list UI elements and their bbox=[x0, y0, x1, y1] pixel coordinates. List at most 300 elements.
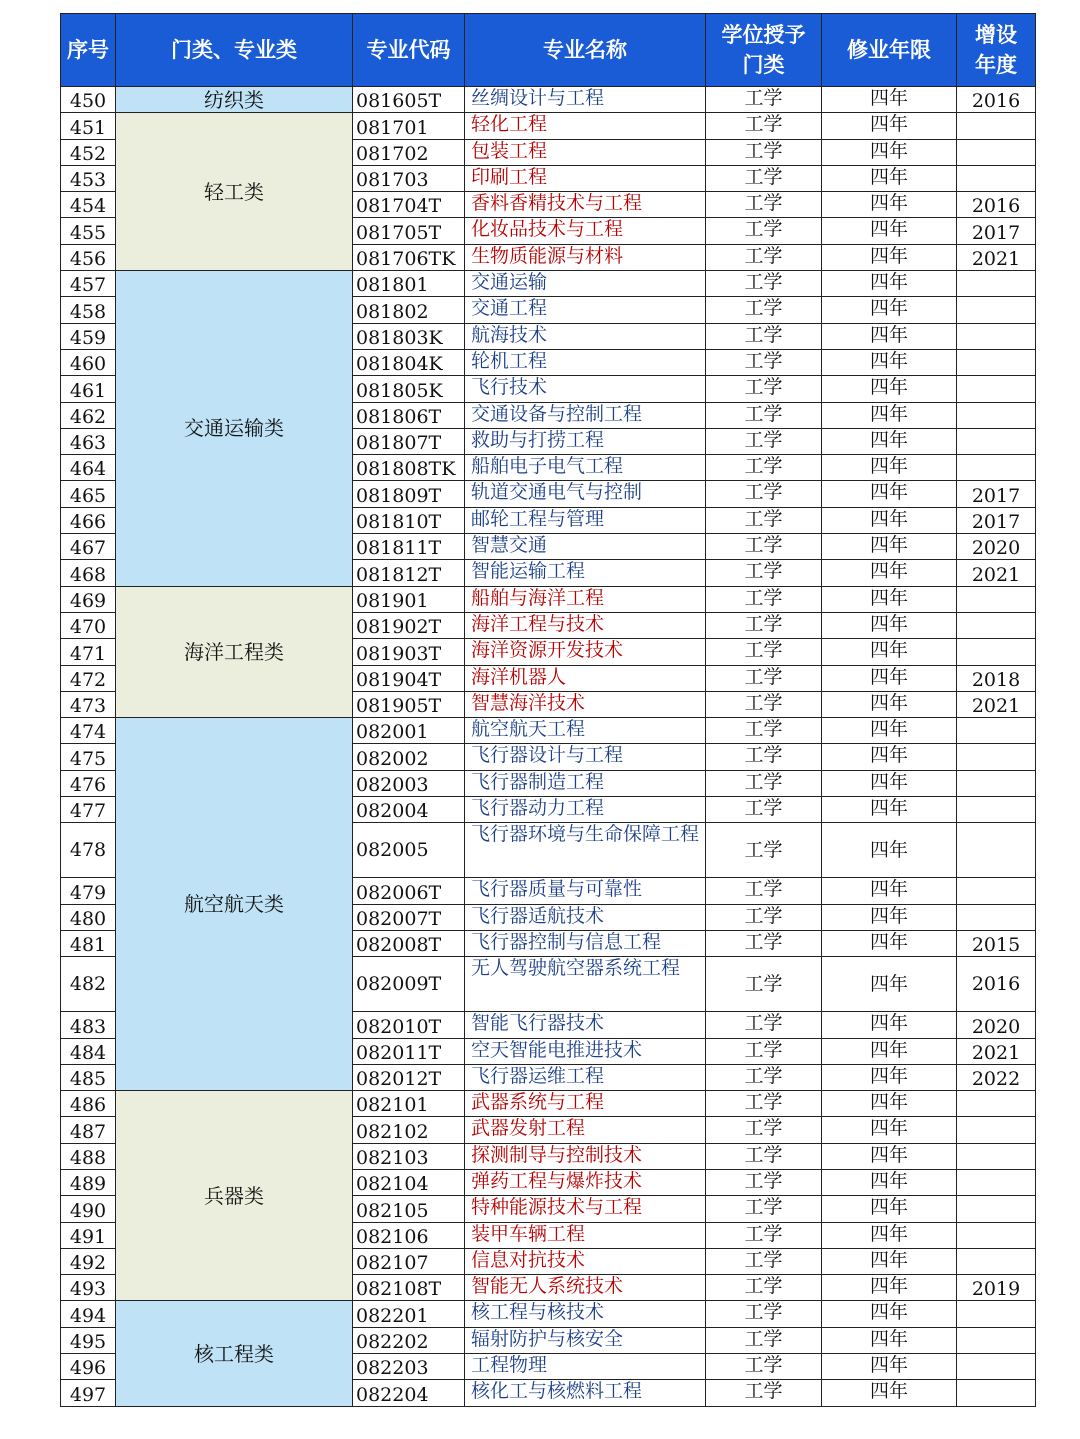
cell-degree: 工学 bbox=[706, 718, 822, 744]
cell-category: 轻工类 bbox=[116, 113, 353, 271]
cell-degree: 工学 bbox=[706, 612, 822, 638]
cell-major-name: 辐射防护与核安全 bbox=[465, 1327, 706, 1353]
cell-year-added bbox=[957, 428, 1036, 454]
cell-seq: 490 bbox=[61, 1196, 116, 1222]
cell-degree: 工学 bbox=[706, 323, 822, 349]
cell-seq: 470 bbox=[61, 612, 116, 638]
cell-degree: 工学 bbox=[706, 930, 822, 956]
cell-code: 082202 bbox=[353, 1327, 465, 1353]
cell-major-name: 飞行器设计与工程 bbox=[465, 744, 706, 770]
cell-code: 081810T bbox=[353, 507, 465, 533]
cell-duration: 四年 bbox=[822, 113, 957, 139]
cell-seq: 483 bbox=[61, 1012, 116, 1038]
cell-year-added: 2017 bbox=[957, 507, 1036, 533]
cell-degree: 工学 bbox=[706, 1064, 822, 1090]
cell-year-added bbox=[957, 823, 1036, 878]
cell-degree: 工学 bbox=[706, 402, 822, 428]
cell-code: 082012T bbox=[353, 1064, 465, 1090]
cell-seq: 452 bbox=[61, 139, 116, 165]
cell-duration: 四年 bbox=[822, 165, 957, 191]
cell-major-name: 化妆品技术与工程 bbox=[465, 218, 706, 244]
cell-duration: 四年 bbox=[822, 1248, 957, 1274]
cell-degree: 工学 bbox=[706, 507, 822, 533]
cell-year-added: 2021 bbox=[957, 560, 1036, 586]
cell-seq: 469 bbox=[61, 586, 116, 612]
cell-duration: 四年 bbox=[822, 957, 957, 1012]
cell-code: 082203 bbox=[353, 1354, 465, 1380]
cell-major-name: 飞行器控制与信息工程 bbox=[465, 930, 706, 956]
cell-category: 兵器类 bbox=[116, 1091, 353, 1301]
cell-degree: 工学 bbox=[706, 1091, 822, 1117]
cell-degree: 工学 bbox=[706, 878, 822, 904]
cell-duration: 四年 bbox=[822, 586, 957, 612]
cell-major-name: 工程物理 bbox=[465, 1354, 706, 1380]
cell-degree: 工学 bbox=[706, 1275, 822, 1301]
cell-major-name: 救助与打捞工程 bbox=[465, 428, 706, 454]
cell-seq: 472 bbox=[61, 665, 116, 691]
cell-major-name: 船舶与海洋工程 bbox=[465, 586, 706, 612]
cell-duration: 四年 bbox=[822, 823, 957, 878]
cell-category: 航空航天类 bbox=[116, 718, 353, 1091]
cell-year-added: 2016 bbox=[957, 957, 1036, 1012]
cell-major-name: 海洋机器人 bbox=[465, 665, 706, 691]
cell-seq: 464 bbox=[61, 455, 116, 481]
cell-seq: 478 bbox=[61, 823, 116, 878]
cell-seq: 453 bbox=[61, 165, 116, 191]
cell-degree: 工学 bbox=[706, 1196, 822, 1222]
cell-major-name: 无人驾驶航空器系统工程 bbox=[465, 957, 706, 1012]
cell-year-added bbox=[957, 1380, 1036, 1406]
cell-code: 081808TK bbox=[353, 455, 465, 481]
cell-degree: 工学 bbox=[706, 1301, 822, 1327]
cell-seq: 484 bbox=[61, 1038, 116, 1064]
cell-major-name: 探测制导与控制技术 bbox=[465, 1143, 706, 1169]
cell-seq: 494 bbox=[61, 1301, 116, 1327]
cell-major-name: 交通设备与控制工程 bbox=[465, 402, 706, 428]
cell-duration: 四年 bbox=[822, 376, 957, 402]
cell-seq: 496 bbox=[61, 1354, 116, 1380]
cell-seq: 455 bbox=[61, 218, 116, 244]
cell-code: 082011T bbox=[353, 1038, 465, 1064]
cell-major-name: 飞行器环境与生命保障工程 bbox=[465, 823, 706, 878]
cell-year-added: 2017 bbox=[957, 481, 1036, 507]
cell-seq: 463 bbox=[61, 428, 116, 454]
cell-seq: 492 bbox=[61, 1248, 116, 1274]
cell-duration: 四年 bbox=[822, 218, 957, 244]
cell-duration: 四年 bbox=[822, 797, 957, 823]
table-row bbox=[61, 113, 1036, 139]
cell-code: 082101 bbox=[353, 1091, 465, 1117]
table-row bbox=[61, 87, 1036, 113]
header-code: 专业代码 bbox=[353, 14, 465, 87]
cell-category: 海洋工程类 bbox=[116, 586, 353, 717]
cell-seq: 493 bbox=[61, 1275, 116, 1301]
cell-seq: 474 bbox=[61, 718, 116, 744]
cell-category: 纺织类 bbox=[116, 87, 353, 113]
table-row bbox=[61, 1091, 1036, 1117]
table-row bbox=[61, 586, 1036, 612]
cell-code: 082106 bbox=[353, 1222, 465, 1248]
cell-seq: 460 bbox=[61, 349, 116, 375]
cell-year-added bbox=[957, 455, 1036, 481]
table-header bbox=[61, 14, 1036, 87]
cell-degree: 工学 bbox=[706, 639, 822, 665]
cell-category: 交通运输类 bbox=[116, 271, 353, 587]
cell-duration: 四年 bbox=[822, 1196, 957, 1222]
cell-seq: 471 bbox=[61, 639, 116, 665]
cell-major-name: 包装工程 bbox=[465, 139, 706, 165]
cell-major-name: 智慧交通 bbox=[465, 534, 706, 560]
cell-code: 081702 bbox=[353, 139, 465, 165]
cell-year-added bbox=[957, 402, 1036, 428]
cell-year-added bbox=[957, 376, 1036, 402]
cell-duration: 四年 bbox=[822, 271, 957, 297]
cell-code: 081903T bbox=[353, 639, 465, 665]
cell-year-added bbox=[957, 1248, 1036, 1274]
cell-code: 081905T bbox=[353, 691, 465, 717]
cell-duration: 四年 bbox=[822, 612, 957, 638]
table-row bbox=[61, 271, 1036, 297]
cell-major-name: 智能无人系统技术 bbox=[465, 1275, 706, 1301]
cell-code: 081803K bbox=[353, 323, 465, 349]
cell-degree: 工学 bbox=[706, 139, 822, 165]
cell-major-name: 轻化工程 bbox=[465, 113, 706, 139]
cell-seq: 477 bbox=[61, 797, 116, 823]
cell-seq: 497 bbox=[61, 1380, 116, 1406]
cell-degree: 工学 bbox=[706, 455, 822, 481]
cell-code: 081901 bbox=[353, 586, 465, 612]
cell-duration: 四年 bbox=[822, 455, 957, 481]
cell-degree: 工学 bbox=[706, 797, 822, 823]
cell-major-name: 核工程与核技术 bbox=[465, 1301, 706, 1327]
cell-code: 081701 bbox=[353, 113, 465, 139]
cell-degree: 工学 bbox=[706, 665, 822, 691]
header-category: 门类、专业类 bbox=[116, 14, 353, 87]
cell-duration: 四年 bbox=[822, 428, 957, 454]
cell-degree: 工学 bbox=[706, 428, 822, 454]
cell-major-name: 飞行器运维工程 bbox=[465, 1064, 706, 1090]
cell-year-added bbox=[957, 1222, 1036, 1248]
cell-degree: 工学 bbox=[706, 349, 822, 375]
cell-degree: 工学 bbox=[706, 770, 822, 796]
cell-code: 082103 bbox=[353, 1143, 465, 1169]
cell-duration: 四年 bbox=[822, 297, 957, 323]
cell-year-added bbox=[957, 718, 1036, 744]
cell-degree: 工学 bbox=[706, 192, 822, 218]
cell-code: 082001 bbox=[353, 718, 465, 744]
cell-duration: 四年 bbox=[822, 1275, 957, 1301]
cell-code: 081809T bbox=[353, 481, 465, 507]
cell-code: 081806T bbox=[353, 402, 465, 428]
cell-major-name: 邮轮工程与管理 bbox=[465, 507, 706, 533]
cell-duration: 四年 bbox=[822, 481, 957, 507]
cell-year-added: 2015 bbox=[957, 930, 1036, 956]
cell-major-name: 轮机工程 bbox=[465, 349, 706, 375]
cell-year-added bbox=[957, 904, 1036, 930]
cell-year-added bbox=[957, 1327, 1036, 1353]
cell-duration: 四年 bbox=[822, 1380, 957, 1406]
cell-year-added: 2019 bbox=[957, 1275, 1036, 1301]
cell-seq: 467 bbox=[61, 534, 116, 560]
cell-degree: 工学 bbox=[706, 1038, 822, 1064]
cell-duration: 四年 bbox=[822, 744, 957, 770]
cell-major-name: 信息对抗技术 bbox=[465, 1248, 706, 1274]
cell-year-added: 2020 bbox=[957, 1012, 1036, 1038]
cell-duration: 四年 bbox=[822, 1354, 957, 1380]
cell-year-added: 2021 bbox=[957, 244, 1036, 270]
header-seq: 序号 bbox=[61, 14, 116, 87]
header-year-added: 增设 年度 bbox=[957, 14, 1036, 87]
cell-code: 082201 bbox=[353, 1301, 465, 1327]
cell-degree: 工学 bbox=[706, 1354, 822, 1380]
cell-major-name: 武器系统与工程 bbox=[465, 1091, 706, 1117]
cell-code: 082008T bbox=[353, 930, 465, 956]
cell-degree: 工学 bbox=[706, 87, 822, 113]
cell-seq: 458 bbox=[61, 297, 116, 323]
cell-duration: 四年 bbox=[822, 665, 957, 691]
cell-duration: 四年 bbox=[822, 560, 957, 586]
cell-year-added bbox=[957, 1117, 1036, 1143]
cell-degree: 工学 bbox=[706, 1117, 822, 1143]
cell-code: 082107 bbox=[353, 1248, 465, 1274]
cell-major-name: 海洋资源开发技术 bbox=[465, 639, 706, 665]
cell-duration: 四年 bbox=[822, 878, 957, 904]
cell-seq: 473 bbox=[61, 691, 116, 717]
cell-duration: 四年 bbox=[822, 904, 957, 930]
cell-major-name: 交通工程 bbox=[465, 297, 706, 323]
cell-seq: 461 bbox=[61, 376, 116, 402]
cell-degree: 工学 bbox=[706, 586, 822, 612]
cell-duration: 四年 bbox=[822, 930, 957, 956]
cell-major-name: 生物质能源与材料 bbox=[465, 244, 706, 270]
cell-seq: 481 bbox=[61, 930, 116, 956]
cell-degree: 工学 bbox=[706, 1143, 822, 1169]
cell-duration: 四年 bbox=[822, 639, 957, 665]
cell-year-added bbox=[957, 323, 1036, 349]
cell-year-added: 2016 bbox=[957, 192, 1036, 218]
cell-degree: 工学 bbox=[706, 744, 822, 770]
table-row bbox=[61, 718, 1036, 744]
cell-code: 081812T bbox=[353, 560, 465, 586]
cell-category: 核工程类 bbox=[116, 1301, 353, 1406]
cell-year-added: 2016 bbox=[957, 87, 1036, 113]
cell-duration: 四年 bbox=[822, 1117, 957, 1143]
cell-major-name: 智能飞行器技术 bbox=[465, 1012, 706, 1038]
cell-duration: 四年 bbox=[822, 1038, 957, 1064]
cell-seq: 450 bbox=[61, 87, 116, 113]
cell-major-name: 飞行技术 bbox=[465, 376, 706, 402]
cell-duration: 四年 bbox=[822, 1327, 957, 1353]
cell-degree: 工学 bbox=[706, 823, 822, 878]
cell-seq: 489 bbox=[61, 1169, 116, 1195]
cell-duration: 四年 bbox=[822, 139, 957, 165]
cell-code: 082102 bbox=[353, 1117, 465, 1143]
cell-major-name: 轨道交通电气与控制 bbox=[465, 481, 706, 507]
cell-seq: 487 bbox=[61, 1117, 116, 1143]
cell-code: 082006T bbox=[353, 878, 465, 904]
cell-major-name: 飞行器动力工程 bbox=[465, 797, 706, 823]
cell-year-added bbox=[957, 1196, 1036, 1222]
cell-duration: 四年 bbox=[822, 718, 957, 744]
cell-code: 081904T bbox=[353, 665, 465, 691]
cell-code: 081805K bbox=[353, 376, 465, 402]
cell-seq: 485 bbox=[61, 1064, 116, 1090]
cell-seq: 466 bbox=[61, 507, 116, 533]
cell-code: 081801 bbox=[353, 271, 465, 297]
cell-year-added bbox=[957, 586, 1036, 612]
cell-seq: 475 bbox=[61, 744, 116, 770]
cell-year-added bbox=[957, 744, 1036, 770]
cell-code: 082204 bbox=[353, 1380, 465, 1406]
cell-seq: 457 bbox=[61, 271, 116, 297]
cell-seq: 451 bbox=[61, 113, 116, 139]
cell-code: 081802 bbox=[353, 297, 465, 323]
cell-year-added bbox=[957, 612, 1036, 638]
cell-year-added bbox=[957, 1143, 1036, 1169]
cell-seq: 495 bbox=[61, 1327, 116, 1353]
cell-code: 082105 bbox=[353, 1196, 465, 1222]
cell-major-name: 飞行器质量与可靠性 bbox=[465, 878, 706, 904]
cell-duration: 四年 bbox=[822, 1222, 957, 1248]
cell-duration: 四年 bbox=[822, 87, 957, 113]
cell-major-name: 航海技术 bbox=[465, 323, 706, 349]
cell-degree: 工学 bbox=[706, 165, 822, 191]
cell-year-added bbox=[957, 1169, 1036, 1195]
cell-duration: 四年 bbox=[822, 323, 957, 349]
cell-degree: 工学 bbox=[706, 534, 822, 560]
cell-seq: 479 bbox=[61, 878, 116, 904]
header-degree: 学位授予 门类 bbox=[706, 14, 822, 87]
cell-year-added: 2018 bbox=[957, 665, 1036, 691]
cell-year-added: 2021 bbox=[957, 1038, 1036, 1064]
cell-year-added bbox=[957, 165, 1036, 191]
cell-year-added bbox=[957, 797, 1036, 823]
cell-duration: 四年 bbox=[822, 1143, 957, 1169]
cell-code: 082004 bbox=[353, 797, 465, 823]
cell-year-added: 2022 bbox=[957, 1064, 1036, 1090]
cell-duration: 四年 bbox=[822, 1064, 957, 1090]
cell-major-name: 海洋工程与技术 bbox=[465, 612, 706, 638]
cell-year-added bbox=[957, 113, 1036, 139]
cell-degree: 工学 bbox=[706, 297, 822, 323]
majors-table bbox=[60, 13, 1036, 1407]
cell-major-name: 丝绸设计与工程 bbox=[465, 87, 706, 113]
cell-duration: 四年 bbox=[822, 507, 957, 533]
cell-seq: 491 bbox=[61, 1222, 116, 1248]
cell-duration: 四年 bbox=[822, 1169, 957, 1195]
cell-degree: 工学 bbox=[706, 957, 822, 1012]
cell-major-name: 智能运输工程 bbox=[465, 560, 706, 586]
cell-year-added bbox=[957, 1301, 1036, 1327]
cell-degree: 工学 bbox=[706, 1248, 822, 1274]
cell-degree: 工学 bbox=[706, 271, 822, 297]
cell-year-added: 2020 bbox=[957, 534, 1036, 560]
cell-duration: 四年 bbox=[822, 534, 957, 560]
header-duration: 修业年限 bbox=[822, 14, 957, 87]
cell-year-added bbox=[957, 349, 1036, 375]
cell-major-name: 智慧海洋技术 bbox=[465, 691, 706, 717]
cell-degree: 工学 bbox=[706, 1222, 822, 1248]
cell-degree: 工学 bbox=[706, 1380, 822, 1406]
cell-code: 081703 bbox=[353, 165, 465, 191]
cell-year-added: 2021 bbox=[957, 691, 1036, 717]
cell-duration: 四年 bbox=[822, 349, 957, 375]
cell-year-added bbox=[957, 271, 1036, 297]
cell-degree: 工学 bbox=[706, 244, 822, 270]
cell-year-added bbox=[957, 139, 1036, 165]
cell-degree: 工学 bbox=[706, 691, 822, 717]
cell-duration: 四年 bbox=[822, 770, 957, 796]
cell-code: 081811T bbox=[353, 534, 465, 560]
cell-code: 081705T bbox=[353, 218, 465, 244]
cell-duration: 四年 bbox=[822, 691, 957, 717]
cell-major-name: 香料香精技术与工程 bbox=[465, 192, 706, 218]
cell-code: 081706TK bbox=[353, 244, 465, 270]
cell-year-added bbox=[957, 1091, 1036, 1117]
cell-seq: 459 bbox=[61, 323, 116, 349]
header-row bbox=[61, 14, 1036, 87]
cell-code: 082002 bbox=[353, 744, 465, 770]
cell-major-name: 飞行器适航技术 bbox=[465, 904, 706, 930]
cell-code: 081804K bbox=[353, 349, 465, 375]
cell-code: 082003 bbox=[353, 770, 465, 796]
cell-seq: 486 bbox=[61, 1091, 116, 1117]
cell-duration: 四年 bbox=[822, 1301, 957, 1327]
cell-duration: 四年 bbox=[822, 1091, 957, 1117]
cell-seq: 465 bbox=[61, 481, 116, 507]
cell-major-name: 印刷工程 bbox=[465, 165, 706, 191]
cell-major-name: 核化工与核燃料工程 bbox=[465, 1380, 706, 1406]
table-body bbox=[61, 87, 1036, 1407]
cell-code: 082108T bbox=[353, 1275, 465, 1301]
cell-code: 082009T bbox=[353, 957, 465, 1012]
cell-code: 082005 bbox=[353, 823, 465, 878]
cell-code: 081902T bbox=[353, 612, 465, 638]
cell-code: 081704T bbox=[353, 192, 465, 218]
cell-major-name: 船舶电子电气工程 bbox=[465, 455, 706, 481]
cell-code: 082010T bbox=[353, 1012, 465, 1038]
cell-code: 081605T bbox=[353, 87, 465, 113]
cell-degree: 工学 bbox=[706, 1327, 822, 1353]
cell-degree: 工学 bbox=[706, 904, 822, 930]
cell-degree: 工学 bbox=[706, 113, 822, 139]
cell-major-name: 武器发射工程 bbox=[465, 1117, 706, 1143]
cell-major-name: 飞行器制造工程 bbox=[465, 770, 706, 796]
cell-seq: 462 bbox=[61, 402, 116, 428]
cell-duration: 四年 bbox=[822, 1012, 957, 1038]
cell-duration: 四年 bbox=[822, 192, 957, 218]
cell-year-added bbox=[957, 297, 1036, 323]
cell-major-name: 航空航天工程 bbox=[465, 718, 706, 744]
header-major-name: 专业名称 bbox=[465, 14, 706, 87]
cell-year-added bbox=[957, 878, 1036, 904]
cell-degree: 工学 bbox=[706, 481, 822, 507]
cell-major-name: 装甲车辆工程 bbox=[465, 1222, 706, 1248]
cell-code: 082007T bbox=[353, 904, 465, 930]
table-row bbox=[61, 1301, 1036, 1327]
cell-code: 082104 bbox=[353, 1169, 465, 1195]
cell-major-name: 弹药工程与爆炸技术 bbox=[465, 1169, 706, 1195]
cell-seq: 480 bbox=[61, 904, 116, 930]
cell-code: 081807T bbox=[353, 428, 465, 454]
cell-seq: 456 bbox=[61, 244, 116, 270]
cell-degree: 工学 bbox=[706, 218, 822, 244]
cell-major-name: 空天智能电推进技术 bbox=[465, 1038, 706, 1064]
cell-seq: 454 bbox=[61, 192, 116, 218]
cell-seq: 488 bbox=[61, 1143, 116, 1169]
cell-major-name: 交通运输 bbox=[465, 271, 706, 297]
cell-degree: 工学 bbox=[706, 1169, 822, 1195]
